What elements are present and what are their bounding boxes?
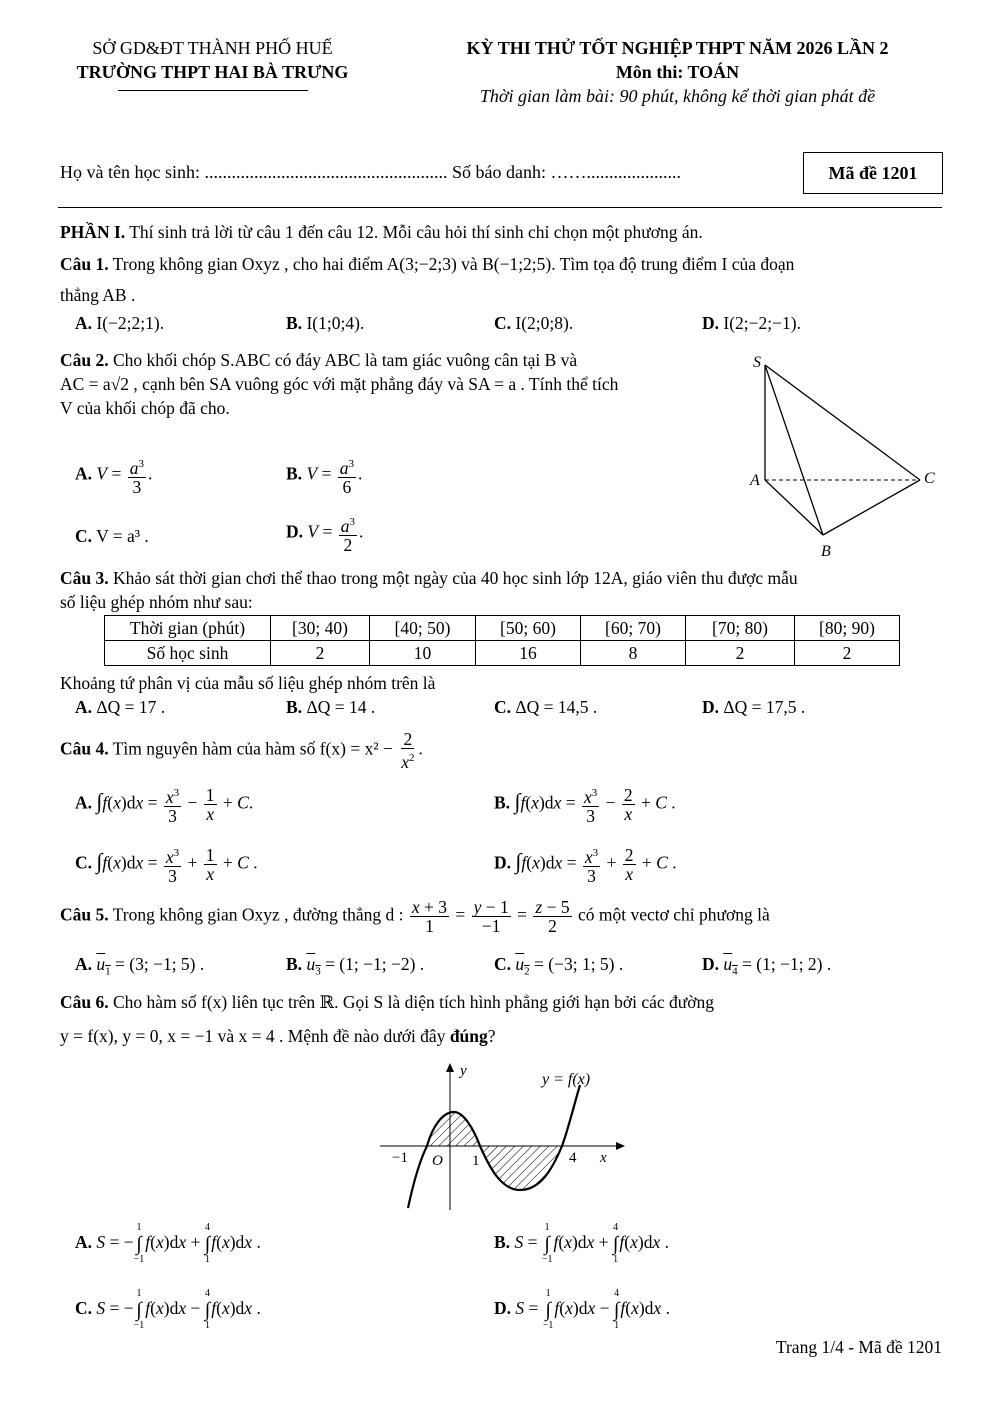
pyramid-figure [745, 350, 950, 565]
svg-text:4: 4 [569, 1150, 577, 1166]
q4-option-b: B. ∫f(x)dx = $\frac{x^3}{3}$ − $\frac{2}{x}$ + C . [494, 784, 676, 826]
q1-option-d: D. I(2;−2;−1). [702, 313, 801, 333]
table-count: 2 [271, 641, 370, 666]
q6-option-d: D. S = 1 ∫ −1 f(x)dx − 4 ∫ 1 f(x)dx . [494, 1288, 670, 1331]
q1-option-b: B. I(1;0;4). [286, 313, 365, 333]
table-header-count: Số học sinh [105, 641, 271, 666]
vertex-c: C [924, 470, 935, 487]
page-footer: Trang 1/4 - Mã đề 1201 [775, 1337, 942, 1357]
q3-option-b: B. ΔQ = 14 . [286, 697, 376, 717]
table-count: 2 [686, 641, 795, 666]
q1-stem-2: thẳng AB . [60, 285, 136, 305]
q2-option-d: D. V = $\frac{a^3}{2}$ . [286, 513, 363, 554]
time-note: Thời gian làm bài: 90 phút, không kể thời gian phát đề [479, 86, 876, 106]
q2-option-c: C. V = a³ . [75, 526, 149, 546]
vertex-s: S [753, 354, 761, 371]
q5-option-a: A. $u_1 = (3$; −1; 5) . [75, 954, 205, 978]
vertex-b: B [821, 543, 831, 560]
frequency-table [104, 615, 900, 666]
table-count: 10 [370, 641, 476, 666]
q5-option-c: C. $u_2 = (-3$; 1; 5) . [494, 954, 624, 978]
student-info: Họ và tên học sinh: ...................................................... Số báo danh: ……..................... [60, 162, 681, 182]
table-count: 16 [476, 641, 581, 666]
header-right [405, 36, 950, 108]
table-group: [30; 40) [271, 616, 370, 641]
q6-option-c: C. S = − 1 ∫ −1 f(x)dx − 4 ∫ 1 f(x)dx . [75, 1288, 261, 1331]
exam-title: KỲ THI THỬ TỐT NGHIỆP THPT NĂM 2026 LẦN 2 [466, 38, 889, 58]
part1-instruction: PHẦN I. Thí sinh trả lời từ câu 1 đến câu 12. Mỗi câu hỏi thí sinh chỉ chọn một phương án. [60, 222, 703, 242]
table-count: 2 [795, 641, 900, 666]
q6-option-b: B. S = 1 ∫ −1 f(x)dx + 4 ∫ 1 f(x)dx . [494, 1222, 669, 1265]
exam-code-box: Mã đề 1201 [803, 152, 943, 194]
q2-stem: Câu 2. Cho khối chóp S.ABC có đáy ABC là tam giác vuông cân tại B và AC = a√2 , cạnh bên SA vuông góc với mặt phẳng đáy và SA = a . Tính thể tích V của khối chóp đã cho. [60, 350, 619, 418]
q4-option-a: A. ∫f(x)dx = $\frac{x^3}{3}$ − $\frac{1}{x}$ + C. [75, 784, 254, 826]
q1-option-c: C. I(2;0;8). [494, 313, 574, 333]
q6-option-a: A. S = − 1 ∫ −1 f(x)dx + 4 ∫ 1 f(x)dx . [75, 1222, 261, 1265]
q3-stem-2: số liệu ghép nhóm như sau: [60, 592, 253, 612]
q3-after-table: Khoảng tứ phân vị của mẫu số liệu ghép nhóm trên là [60, 673, 436, 693]
svg-text:y = f(x): y = f(x) [542, 1071, 591, 1088]
q6-stem-2: y = f(x), y = 0, x = −1 và x = 4 . Mệnh đề nào dưới đây đúng? [60, 1026, 496, 1046]
q3-option-d: D. ΔQ = 17,5 . [702, 697, 806, 717]
table-group: [40; 50) [370, 616, 476, 641]
svg-text:x: x [600, 1150, 607, 1166]
header-left [40, 36, 385, 91]
q3-stem: Câu 3. Khảo sát thời gian chơi thể thao trong một ngày của 40 học sinh lớp 12A, giáo viên thu được mẫu [60, 568, 798, 588]
vertex-a: A [750, 472, 760, 489]
q4-option-d: D. ∫f(x)dx = $\frac{x^3}{3}$ + $\frac{2}{x}$ + C . [494, 844, 677, 886]
table-header-time: Thời gian (phút) [105, 616, 271, 641]
q1-stem: Câu 1. Trong không gian Oxyz , cho hai điểm A(3;−2;3) và B(−1;2;5). Tìm tọa độ trung điểm I của đoạn [60, 254, 795, 274]
subject: Môn thi: TOÁN [615, 62, 740, 82]
table-group: [60; 70) [581, 616, 686, 641]
q3-option-c: C. ΔQ = 14,5 . [494, 697, 598, 717]
function-graph [380, 1060, 630, 1215]
table-group: [80; 90) [795, 616, 900, 641]
divider [58, 207, 942, 208]
q5-option-d: D. $u_4 = (1$; −1; 2) . [702, 954, 832, 978]
department: SỞ GD&ĐT THÀNH PHỐ HUẾ [92, 38, 333, 58]
table-group: [50; 60) [476, 616, 581, 641]
q2-option-a: A. V = $\frac{a^3}{3}$ . [75, 455, 152, 496]
q4-option-c: C. ∫f(x)dx = $\frac{x^3}{3}$ + $\frac{1}{x}$ + C . [75, 844, 258, 886]
q3-option-a: A. ΔQ = 17 . [75, 697, 166, 717]
svg-text:1: 1 [472, 1153, 480, 1169]
q6-stem: Câu 6. Cho hàm số f(x) liên tục trên ℝ. Gọi S là diện tích hình phẳng giới hạn bởi các đường [60, 992, 714, 1012]
svg-text:y: y [460, 1063, 467, 1079]
q4-stem: Câu 4. Tìm nguyên hàm của hàm số f(x) = x² − $\frac{2}{x^2}$ . [60, 729, 423, 772]
q2-option-b: B. V = $\frac{a^3}{6}$ . [286, 455, 362, 496]
svg-text:O: O [432, 1153, 443, 1169]
q5-option-b: B. $u_3 = (1$; −1; −2) . [286, 954, 425, 978]
school-name: TRƯỜNG THPT HAI BÀ TRƯNG [76, 62, 349, 82]
table-group: [70; 80) [686, 616, 795, 641]
header-rule [118, 90, 308, 91]
table-count: 8 [581, 641, 686, 666]
svg-text:−1: −1 [392, 1150, 408, 1166]
q5-stem: Câu 5. Trong không gian Oxyz , đường thẳng d : $\frac{x + 3}{1}$ = $\frac{y - 1}{-1}$ = $\frac{z - 5}{2}$ có một vectơ chỉ phương là [60, 897, 770, 936]
q1-option-a: A. I(−2;2;1). [75, 313, 165, 333]
